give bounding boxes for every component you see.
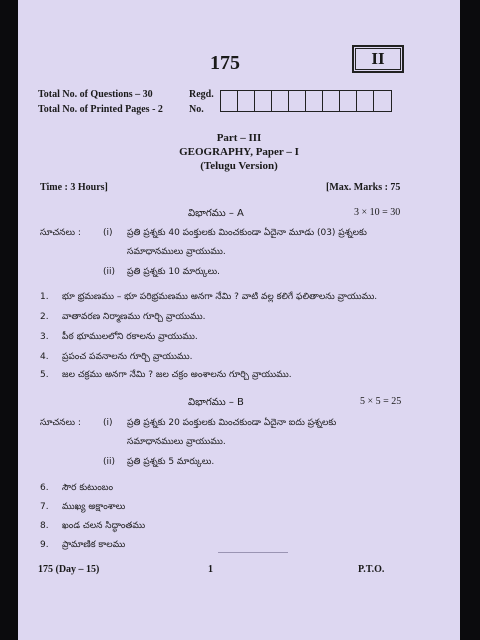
question-number: 1. <box>40 292 49 302</box>
reg-box <box>238 91 255 111</box>
section-b-note-label: సూచనలు : <box>40 418 81 428</box>
part-title: Part – III <box>216 132 262 144</box>
question-item <box>40 502 125 514</box>
section-a-instruction-i-num: (i) <box>103 228 113 238</box>
question-paper-page <box>18 0 460 640</box>
question-item <box>40 332 198 344</box>
question-number: 9. <box>40 540 49 550</box>
paper-number-box: II <box>352 45 404 73</box>
reg-box <box>340 91 357 111</box>
question-item <box>40 540 125 552</box>
question-text: ప్రామాణిక కాలము <box>62 540 126 550</box>
question-text: పీఠ భూములలోని రకాలను వ్రాయుము. <box>62 332 198 342</box>
section-b-instruction-i-cont: సమాధానములు వ్రాయుము. <box>127 437 226 447</box>
section-b-instruction-ii-num: (ii) <box>103 457 116 467</box>
section-a-instruction-i-cont: సమాధానములు వ్రాయుము. <box>127 247 226 257</box>
question-text: ముఖ్య అక్షాంశాలు <box>62 502 126 512</box>
reg-box <box>272 91 289 111</box>
footer-code: 175 (Day – 15) <box>38 564 100 575</box>
section-a-heading: విభాగము – A <box>188 208 244 219</box>
subject-title: GEOGRAPHY, Paper – I <box>179 146 299 158</box>
question-item <box>40 352 192 364</box>
reg-box <box>374 91 391 111</box>
section-a-instruction-i: ప్రతి ప్రశ్నకు 40 పంక్తులకు మించకుండా ఏదైనా మూడు (03) ప్రశ్నలకు <box>127 228 367 238</box>
max-marks: [Max. Marks : 75 <box>326 182 401 193</box>
section-b-marks: 5 × 5 = 25 <box>360 396 402 407</box>
exam-time: Time : 3 Hours] <box>40 182 108 193</box>
divider <box>218 552 288 553</box>
question-item <box>40 292 377 304</box>
question-number: 3. <box>40 332 49 342</box>
question-number: 7. <box>40 502 49 512</box>
question-number: 2. <box>40 312 49 322</box>
section-b-instruction-i: ప్రతి ప్రశ్నకు 20 పంక్తులకు మించకుండా ఏదైనా ఐదు ప్రశ్నలకు <box>127 418 337 428</box>
question-text: జల చక్రము అనగా నేమి ? జల చక్రం అంశాలను గూర్చి వ్రాయుము. <box>62 370 292 380</box>
question-text: వాతావరణ నిర్మాణము గూర్చి వ్రాయుము. <box>62 312 206 322</box>
pto-label: P.T.O. <box>358 564 385 575</box>
regd-label: Regd. <box>189 89 214 100</box>
section-a-note-label: సూచనలు : <box>40 228 81 238</box>
total-pages: Total No. of Printed Pages - 2 <box>38 104 163 115</box>
reg-box <box>306 91 323 111</box>
registration-number-boxes <box>220 90 392 112</box>
reg-box <box>357 91 374 111</box>
section-b-heading: విభాగము – B <box>188 397 244 408</box>
section-b-instruction-ii: ప్రతి ప్రశ్నకు 5 మార్కులు. <box>127 457 215 467</box>
reg-box <box>323 91 340 111</box>
question-item <box>40 521 145 533</box>
page-number: 1 <box>208 564 213 575</box>
question-text: సౌర కుటుంబం <box>62 483 114 493</box>
total-questions: Total No. of Questions – 30 <box>38 89 153 100</box>
section-b-instruction-i-num: (i) <box>103 418 113 428</box>
section-a-marks: 3 × 10 = 30 <box>354 207 401 218</box>
question-text: భూ భ్రమణము – భూ పరిభ్రమణము అనగా నేమి ? వాటి వల్ల కలిగే ఫలితాలను వ్రాయుము. <box>62 292 378 302</box>
question-number: 8. <box>40 521 49 531</box>
reg-box <box>289 91 306 111</box>
question-item <box>40 312 206 324</box>
section-a-instruction-ii: ప్రతి ప్రశ్నకు 10 మార్కులు. <box>127 267 220 277</box>
question-text: ఖండ చలన సిద్ధాంతము <box>62 521 146 531</box>
reg-box <box>255 91 272 111</box>
question-number: 4. <box>40 352 49 362</box>
paper-code: 175 <box>210 52 240 74</box>
question-item <box>40 370 292 382</box>
reg-box <box>221 91 238 111</box>
question-item <box>40 483 113 495</box>
version-title: (Telugu Version) <box>200 160 278 172</box>
question-text: ప్రపంచ పవనాలను గూర్చి వ్రాయుము. <box>62 352 193 362</box>
section-a-instruction-ii-num: (ii) <box>103 267 116 277</box>
question-number: 6. <box>40 483 49 493</box>
question-number: 5. <box>40 370 49 380</box>
no-label: No. <box>189 104 204 115</box>
